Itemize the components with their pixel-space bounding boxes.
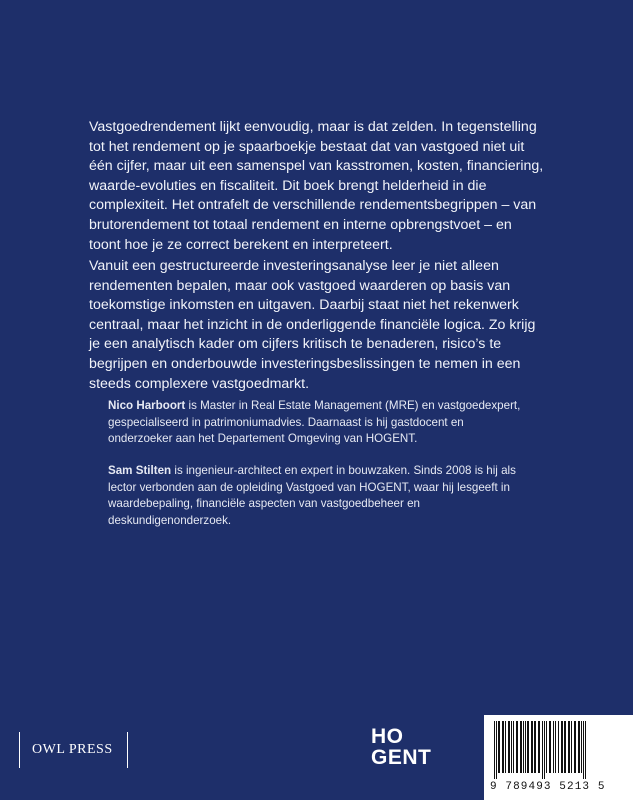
barcode-bar — [538, 721, 540, 773]
barcode-bar — [511, 721, 512, 773]
barcode-bar — [561, 721, 563, 773]
author-name-1: Nico Harboort — [108, 399, 186, 412]
barcode-bar — [534, 721, 536, 773]
barcode-bar — [558, 721, 559, 773]
barcode-bar — [520, 721, 522, 773]
publisher-logo — [19, 732, 128, 768]
barcode-number: 9 789493 5213 5 — [490, 781, 606, 793]
barcode-bar — [544, 721, 545, 779]
barcode-bar — [516, 721, 518, 773]
author-bio-2 — [108, 463, 528, 529]
isbn-barcode — [484, 715, 633, 800]
barcode-bar — [581, 721, 582, 773]
barcode-bar — [496, 721, 497, 779]
barcode-bar — [585, 721, 586, 779]
barcode-bar — [502, 721, 504, 773]
barcode-bar — [498, 721, 500, 773]
barcode-bar — [513, 721, 514, 773]
barcode-bar — [525, 721, 526, 773]
barcode-bar — [546, 721, 547, 773]
blurb-paragraph-1: Vastgoedrendement lijkt eenvoudig, maar is dat zelden. In tegenstelling tot het rendement op je spaarboekje bestaat dat van vastgoed niet uit één cijfer, maar uit een samenspel van kasstromen, kosten, financiering, waarde-evoluties en fiscaliteit. Dit boek brengt helderheid in die complexiteit. Het ontrafelt de verschillende rendementsbegrippen – van brutorendement tot totaal rendement en interne opbrengstvoet – en toont hoe je ze correct berekent en interpreteert. — [89, 119, 544, 253]
barcode-bar — [568, 721, 570, 773]
barcode-bar — [553, 721, 554, 773]
barcode-bar — [494, 721, 495, 779]
barcode-bar — [583, 721, 584, 779]
barcode-bar — [527, 721, 529, 773]
hogent-logo — [371, 726, 441, 768]
barcode-bar — [549, 721, 551, 773]
barcode-bars — [492, 721, 625, 779]
barcode-bar — [531, 721, 533, 773]
hogent-logo-line-2: GENT — [371, 746, 432, 769]
barcode-bar — [574, 721, 576, 773]
barcode-bar — [578, 721, 580, 773]
barcode-bar — [571, 721, 572, 773]
barcode-bar — [542, 721, 543, 779]
barcode-bar — [508, 721, 510, 773]
barcode-bar — [564, 721, 566, 773]
author-bio-text-1: is Master in Real Estate Management (MRE) en vastgoedexpert, gespecialiseerd in patrimoniumadvies. Daarnaast is hij gastdocent en onderzoeker aan het Departement Omgeving van HOGENT. — [108, 399, 521, 446]
author-name-2: Sam Stilten — [108, 464, 172, 477]
barcode-bar — [555, 721, 556, 773]
hogent-logo-line-1: HO — [371, 725, 404, 748]
publisher-name: OWL PRESS — [19, 732, 128, 768]
barcode-bar — [505, 721, 506, 773]
author-bio-1 — [108, 398, 528, 448]
author-bio-text-2: is ingenieur-architect en expert in bouwzaken. Sinds 2008 is hij als lector verbonden aan de opleiding Vastgoed van HOGENT, waar hij lesgeeft in waardebepaling, financiële aspecten van vastgoedbeheer en deskundigenonderzoek. — [108, 464, 516, 527]
barcode-bar — [523, 721, 524, 773]
blurb-paragraph-2: Vanuit een gestructureerde investeringsanalyse leer je niet alleen rendementen bepalen, maar ook vastgoed waarderen op basis van toekomstige inkomsten en uitgaven. Daarbij staat niet het rekenwerk centraal, maar het inzicht in de onderliggende financiële logica. Zo krijg je een analytisch kader om cijfers kritisch te benaderen, risico’s te begrijpen en onderbouwde investeringsbeslissingen te nemen in een steeds complexere vastgoedmarkt. — [89, 258, 536, 392]
